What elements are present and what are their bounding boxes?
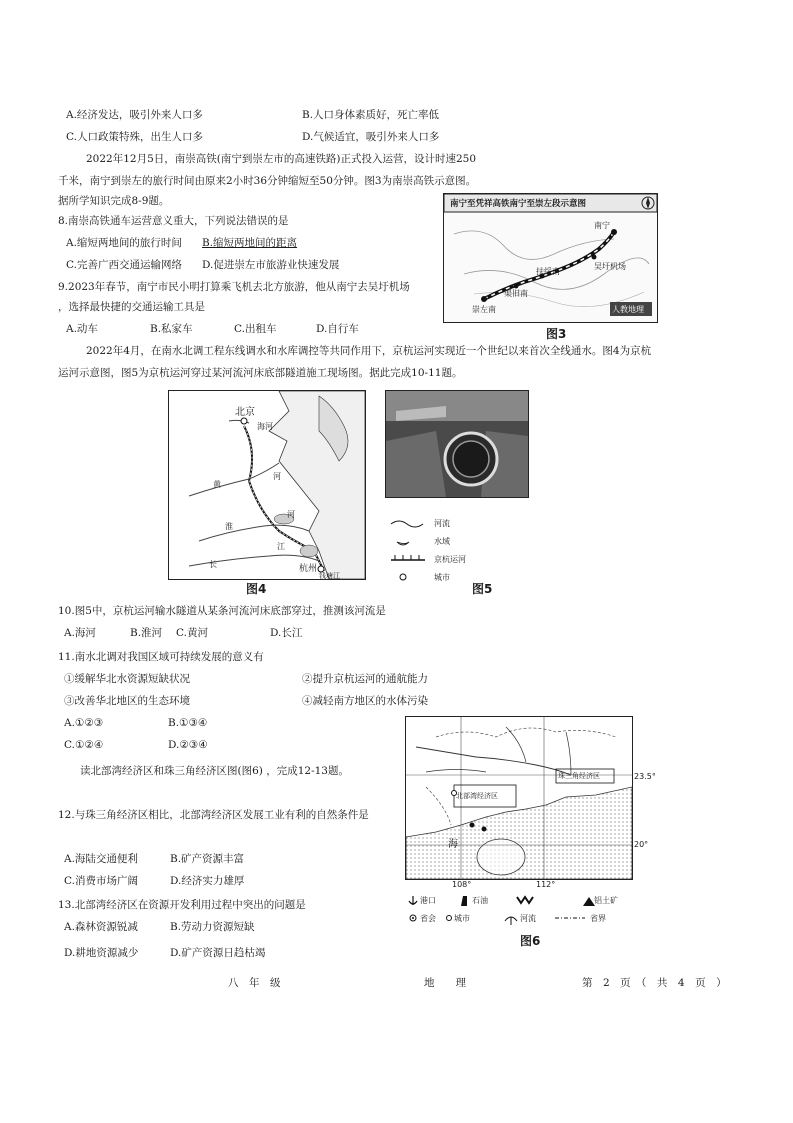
intro-10-11-line1: 2022年4月，在南水北调工程东线调水和水库调控等共同作用下，京杭运河实现近一个世纪以来首次全线通水。图4为京杭 bbox=[86, 345, 652, 357]
fig3-label-nanning: 南宁 bbox=[594, 221, 610, 230]
q8-stem: 8.南崇高铁通车运营意义重大，下列说法错误的是 bbox=[58, 215, 289, 227]
q8-option-c: C.完善广西交通运输网络 bbox=[66, 259, 182, 271]
figure-4-caption: 图4 bbox=[246, 582, 267, 596]
q8-option-a: A.缩短两地间的旅行时间 bbox=[66, 237, 182, 249]
fig3-stamp: 人教地理 bbox=[612, 305, 644, 314]
fig4-label-haihe: 海河 bbox=[257, 422, 273, 431]
q11-option-a: A.①②③ bbox=[64, 717, 104, 729]
figure-5-photo-drawing bbox=[386, 391, 528, 497]
figure-5-photo bbox=[385, 390, 529, 498]
fig6-legend-oil: 石油 bbox=[472, 896, 488, 905]
fig6-label-sea: 海 bbox=[448, 839, 458, 850]
fig4-label-he2: 河 bbox=[287, 510, 295, 519]
fig6-label-lat1: 23.5° bbox=[634, 772, 656, 781]
q11-option-c: C.①②④ bbox=[64, 739, 104, 751]
q12-option-a: A.海陆交通便利 bbox=[64, 853, 138, 865]
fig3-label-wuxu: 吴圩机场 bbox=[594, 262, 626, 271]
fig3-label-zuojiang: 渠旧南 bbox=[504, 289, 528, 298]
q12-option-c: C.消费市场广阔 bbox=[64, 875, 138, 887]
q11-statement-4: ④减轻南方地区的水体污染 bbox=[302, 695, 428, 707]
fig4-label-huang: 黄 bbox=[213, 480, 221, 489]
fig6-legend-bauxite: 铝土矿 bbox=[594, 896, 618, 905]
q12-option-b: B.矿产资源丰富 bbox=[170, 853, 245, 865]
q9-option-b: B.私家车 bbox=[150, 323, 193, 335]
fig5-legend-city: 城市 bbox=[434, 573, 450, 582]
q11-statement-2: ②提升京杭运河的通航能力 bbox=[302, 673, 428, 685]
intro-8-9-line1: 2022年12月5日，南崇高铁(南宁到崇左市的高速铁路)正式投入运营，设计时速250 bbox=[86, 153, 476, 165]
q13-stem: 13.北部湾经济区在资源开发利用过程中突出的问题是 bbox=[58, 899, 306, 911]
figure-3-caption: 图3 bbox=[546, 327, 567, 341]
fig6-label-lat2: 20° bbox=[634, 840, 649, 849]
footer-page: 第 2 页 （ 共 4 页 ） bbox=[582, 977, 727, 989]
q9-option-d: D.自行车 bbox=[316, 323, 359, 335]
fig4-label-he: 河 bbox=[273, 472, 281, 481]
fig4-label-jiang: 江 bbox=[277, 542, 285, 551]
q9-stem-line2: ，选择最快捷的交通运输工具是 bbox=[58, 301, 205, 313]
figure-3-map bbox=[443, 193, 658, 323]
figure-6-map-drawing bbox=[406, 717, 632, 879]
figure-6-map bbox=[405, 716, 633, 880]
q11-option-d: D.②③④ bbox=[168, 739, 208, 751]
q7-option-d: D.气候适宜，吸引外来人口多 bbox=[302, 131, 440, 143]
q9-option-a: A.动车 bbox=[66, 323, 98, 335]
fig4-label-beijing: 北京 bbox=[235, 407, 255, 418]
footer-grade: 八 年 级 bbox=[228, 977, 281, 989]
q10-option-b: B.淮河 bbox=[130, 627, 163, 639]
intro-8-9-line3: 据所学知识完成8-9题。 bbox=[58, 195, 170, 207]
fig6-legend-port: 港口 bbox=[420, 896, 436, 905]
q11-option-b: B.①③④ bbox=[168, 717, 208, 729]
fig6-legend-capital: 省会 bbox=[420, 914, 436, 923]
figure-5-legend-symbols bbox=[383, 512, 433, 587]
intro-10-11-line2: 运河示意图，图5为京杭运河穿过某河流河床底部隧道施工现场图。据此完成10-11题。 bbox=[58, 367, 463, 379]
q10-option-a: A.海河 bbox=[64, 627, 96, 639]
q8-option-b: B.缩短两地间的距离 bbox=[202, 237, 298, 249]
q9-stem-line1: 9.2023年春节，南宁市民小明打算乘飞机去北方旅游，他从南宁去吴圩机场 bbox=[58, 281, 410, 293]
q12-option-d: D.经济实力雄厚 bbox=[170, 875, 245, 887]
fig6-label-lon1: 108° bbox=[452, 880, 472, 889]
fig5-legend-water: 水域 bbox=[434, 537, 450, 546]
footer-subject: 地 理 bbox=[424, 977, 466, 989]
q12-stem: 12.与珠三角经济区相比，北部湾经济区发展工业有利的自然条件是 bbox=[58, 809, 369, 821]
q9-option-c: C.出租车 bbox=[234, 323, 277, 335]
q11-statement-1: ①缓解华北水资源短缺状况 bbox=[64, 673, 190, 685]
q8-option-d: D.促进崇左市旅游业快速发展 bbox=[202, 259, 340, 271]
fig4-label-chang: 长 bbox=[209, 560, 217, 569]
q11-stem: 11.南水北调对我国区域可持续发展的意义有 bbox=[58, 651, 264, 663]
q10-stem: 10.图5中，京杭运河输水隧道从某条河流河床底部穿过，推测该河流是 bbox=[58, 605, 386, 617]
fig5-legend-river: 河流 bbox=[434, 519, 450, 528]
fig6-label-bbw: 北部湾经济区 bbox=[456, 792, 498, 800]
figure-3-title: 南宁至凭祥高铁南宁至崇左段示意图 bbox=[450, 199, 587, 209]
fig6-label-lon2: 112° bbox=[536, 880, 556, 889]
fig4-label-hangzhou: 杭州 bbox=[299, 564, 318, 574]
figure-6-caption: 图6 bbox=[520, 934, 541, 948]
fig6-legend-city: 城市 bbox=[454, 914, 470, 923]
fig6-label-prd: 珠三角经济区 bbox=[558, 772, 600, 780]
fig4-label-qiantang: 钱塘江 bbox=[319, 572, 340, 580]
q7-option-a: A.经济发达，吸引外来人口多 bbox=[66, 109, 203, 121]
q7-option-b: B.人口身体素质好，死亡率低 bbox=[302, 109, 440, 121]
figure-3-map-drawing bbox=[444, 194, 657, 322]
fig5-legend-canal: 京杭运河 bbox=[434, 555, 466, 564]
figure-5-caption: 图5 bbox=[472, 582, 493, 596]
fig3-label-chongzuo: 崇左南 bbox=[472, 305, 496, 314]
fig6-legend-river: 河流 bbox=[520, 914, 536, 923]
q13-option-b: B.劳动力资源短缺 bbox=[170, 921, 255, 933]
q10-option-c: C.黄河 bbox=[176, 627, 208, 639]
fig3-label-fusui: 扶绥南 bbox=[536, 267, 560, 276]
q11-statement-3: ③改善华北地区的生态环境 bbox=[64, 695, 190, 707]
q7-option-c: C.人口政策特殊，出生人口多 bbox=[66, 131, 203, 143]
intro-8-9-line2: 千米，南宁到崇左的旅行时间由原来2小时36分钟缩短至50分钟。图3为南崇高铁示意图。 bbox=[58, 175, 477, 187]
figure-4-map bbox=[168, 390, 366, 580]
q13-option-a: A.森林资源锐减 bbox=[64, 921, 138, 933]
figure-4-map-drawing bbox=[169, 391, 365, 579]
q10-option-d: D.长江 bbox=[270, 627, 303, 639]
fig4-label-huai: 淮 bbox=[225, 522, 233, 531]
fig6-legend-border: 省界 bbox=[590, 914, 606, 923]
q13-option-d: D.矿产资源日趋枯竭 bbox=[170, 947, 266, 959]
intro-12-13: 读北部湾经济区和珠三角经济区图(图6) ，完成12-13题。 bbox=[80, 765, 349, 777]
q13-option-c: D.耕地资源减少 bbox=[64, 947, 139, 959]
